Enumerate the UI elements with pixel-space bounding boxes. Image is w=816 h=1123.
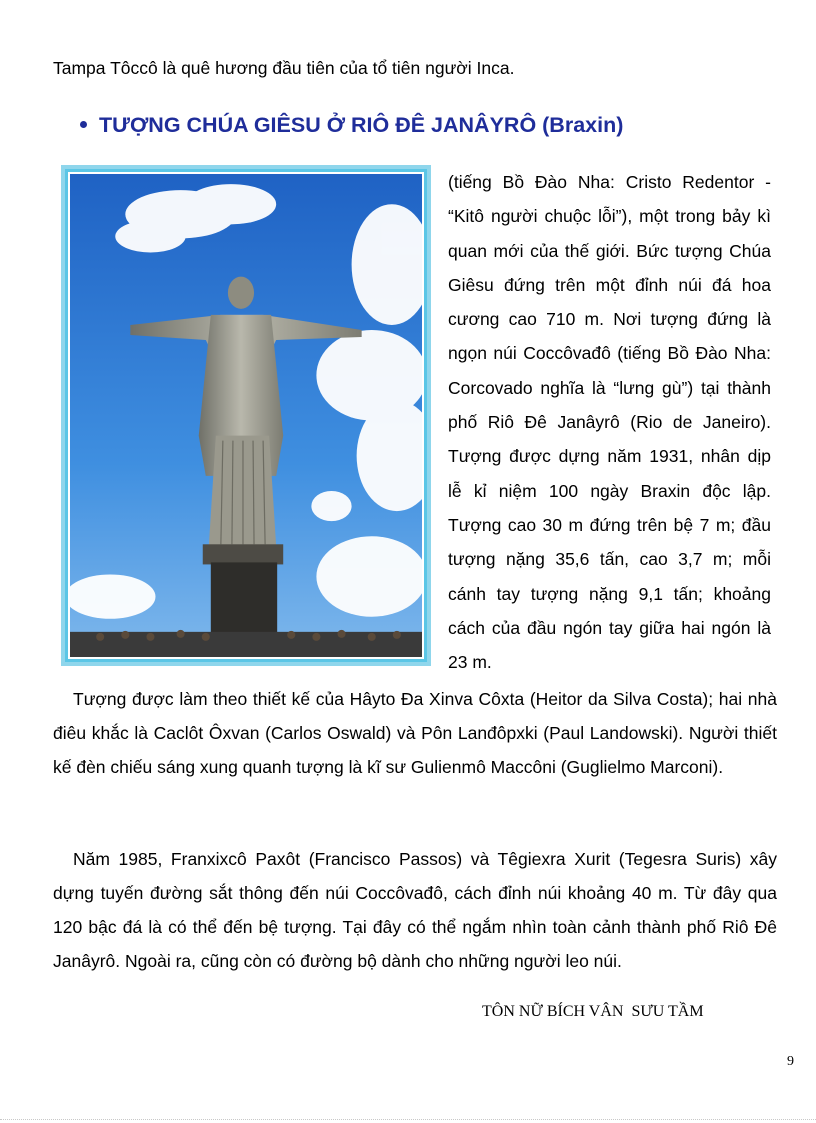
side-paragraph: (tiếng Bồ Đào Nha: Cristo Redentor - “Kitô người chuộc lỗi”), một trong bảy kì quan mới của thế giới. Bức tượng Chúa Giêsu đứng trên một đỉnh núi đá hoa cương cao 710 m. Nơi tượng đứng là ngọn núi Coccôvađô (tiếng Bồ Đào Nha: Corcovado nghĩa là “lưng gù”) tại thành phố Riô Đê Janâyrô (Rio de Janeiro). Tượng được dựng năm 1931, nhân dịp lễ kỉ niệm 100 ngày Braxin độc lập. Tượng cao 30 m đứng trên bệ 7 m; đầu tượng nặng 35,6 tấn, cao 3,7 m; mỗi cánh tay tượng nặng 9,1 tấn; khoảng cách của đầu ngón tay giữa hai ngón là 23 m. — [448, 172, 771, 673]
paragraph-1-text: Tượng được làm theo thiết kế của Hâyto Đa Xinva Côxta (Heitor da Silva Costa); hai nhà điêu khắc là Caclôt Ôxvan (Carlos Oswald) và Pôn Lanđôpxki (Paul Landowski). Người thiết kế đèn chiếu sáng xung quanh tượng là kĩ sư Gulienmô Maccôni (Guglielmo Marconi). — [53, 689, 777, 777]
paragraph-2-text: Năm 1985, Franxixcô Paxôt (Francisco Passos) và Têgiexra Xurit (Tegesra Suris) xây dựng tuyến đường sắt thông đến núi Coccôvađô, cách đỉnh núi khoảng 40 m. Từ đây qua 120 bậc đá là có thể đến bệ tượng. Tại đây có thể ngắm nhìn toàn cảnh thành phố Riô Đê Janâyrô. Ngoài ra, cũng còn có đường bộ dành cho những người leo núi. — [53, 849, 777, 971]
paragraph-design — [53, 682, 777, 784]
statue-photo-frame — [61, 165, 431, 666]
section-heading — [80, 108, 780, 142]
side-description — [448, 165, 771, 679]
christ-the-redeemer-photo — [70, 174, 422, 657]
footer-divider — [0, 1119, 816, 1120]
section-title: TƯỢNG CHÚA GIÊSU Ở RIÔ ĐÊ JANÂYRÔ (Braxin) — [99, 113, 624, 137]
paragraph-railway — [53, 842, 777, 978]
intro-line: Tampa Tôccô là quê hương đầu tiên của tổ tiên người Inca. — [53, 58, 515, 78]
author-signature: TÔN NỮ BÍCH VÂN SƯU TẦM — [482, 1003, 704, 1020]
page-number: 9 — [787, 1054, 794, 1069]
bullet-icon — [80, 121, 87, 128]
